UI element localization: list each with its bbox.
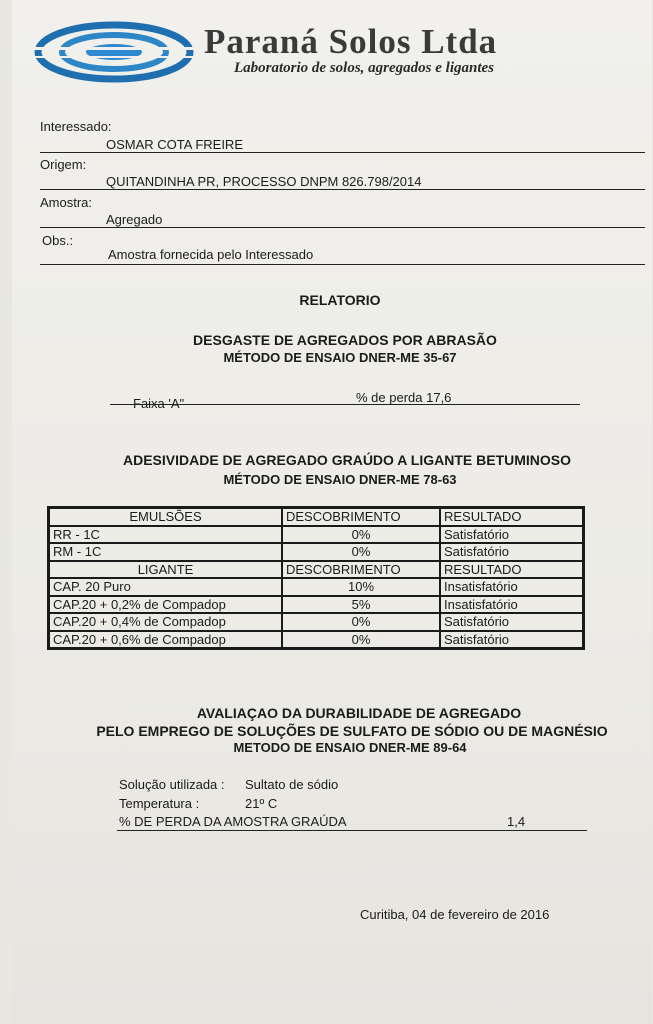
origem-label: Origem: (40, 157, 87, 172)
table-header-cell: DESCOBRIMENTO (282, 508, 440, 526)
solucao-value: Sultato de sódio (245, 777, 339, 792)
table-header-row (49, 561, 584, 579)
adesividade-method: MÉTODO DE ENSAIO DNER-ME 78-63 (223, 472, 457, 487)
abrasao-title: DESGASTE DE AGREGADOS POR ABRASÃO (193, 332, 497, 348)
adesividade-table (47, 506, 585, 650)
origem-rule (40, 189, 645, 190)
durabilidade-title-line2: PELO EMPREGO DE SOLUÇÕES DE SULFATO DE SÓDIO OU DE MAGNÉSIO (96, 723, 608, 739)
abrasao-perda: % de perda 17,6 (356, 390, 452, 405)
table-cell: 0% (282, 543, 440, 561)
solucao-label: Solução utilizada : (119, 777, 225, 792)
abrasao-rule (110, 404, 580, 405)
adesividade-title: ADESIVIDADE DE AGREGADO GRAÚDO A LIGANTE BETUMINOSO (122, 452, 572, 468)
table-cell: 0% (282, 613, 440, 631)
perda-amostra-value: 1,4 (507, 814, 526, 829)
obs-value: Amostra fornecida pelo Interessado (108, 247, 314, 262)
interessado-label: Interessado: (40, 119, 112, 134)
table-row (49, 596, 584, 614)
interessado-value: OSMAR COTA FREIRE (106, 137, 243, 152)
table-row (49, 526, 584, 544)
table-cell: Insatisfatório (440, 596, 584, 614)
temperatura-label: Temperatura : (119, 796, 200, 811)
durabilidade-method: METODO DE ENSAIO DNER-ME 89-64 (233, 740, 467, 755)
table-cell: CAP.20 + 0,2% de Compadop (49, 596, 283, 614)
amostra-rule (40, 227, 645, 228)
durabilidade-title-line1: AVALIAÇAO DA DURABILIDADE DE AGREGADO (196, 705, 522, 721)
table-cell: CAP.20 + 0,6% de Compadop (49, 631, 283, 649)
table-cell: RM - 1C (49, 543, 283, 561)
table-cell: CAP.20 + 0,4% de Compadop (49, 613, 283, 631)
table-header-cell: DESCOBRIMENTO (282, 561, 440, 579)
date-line: Curitiba, 04 de fevereiro de 2016 (360, 907, 550, 922)
table-row (49, 613, 584, 631)
abrasao-faixa: Faixa 'A" (133, 396, 185, 411)
table-row (49, 578, 584, 596)
table-cell: 0% (282, 631, 440, 649)
company-name: Paraná Solos Ltda (204, 22, 498, 61)
company-logo (34, 20, 194, 84)
table-cell: Satisfatório (440, 613, 584, 631)
perda-amostra-label: % DE PERDA DA AMOSTRA GRAÚDA (119, 814, 347, 829)
table-header-cell: RESULTADO (440, 561, 584, 579)
temperatura-value: 21º C (245, 796, 278, 811)
obs-rule (40, 264, 645, 265)
amostra-value: Agregado (106, 212, 163, 227)
table-cell: CAP. 20 Puro (49, 578, 283, 596)
company-tagline: Laboratorio de solos, agregados e ligantes (234, 60, 495, 76)
table-cell: Satisfatório (440, 526, 584, 544)
table-cell: 5% (282, 596, 440, 614)
table-cell: 0% (282, 526, 440, 544)
table-row (49, 631, 584, 649)
table-cell: Satisfatório (440, 543, 584, 561)
table-header-cell: LIGANTE (49, 561, 283, 579)
table-header-cell: RESULTADO (440, 508, 584, 526)
table-cell: Satisfatório (440, 631, 584, 649)
report-title: RELATORIO (299, 292, 381, 308)
origem-value: QUITANDINHA PR, PROCESSO DNPM 826.798/2014 (106, 174, 422, 189)
table-header-cell: EMULSÕES (49, 508, 283, 526)
table-cell: RR - 1C (49, 526, 283, 544)
durabilidade-rule (117, 830, 587, 831)
interessado-rule (40, 152, 645, 153)
table-header-row (49, 508, 584, 526)
abrasao-method: MÉTODO DE ENSAIO DNER-ME 35-67 (223, 350, 457, 365)
table-cell: Insatisfatório (440, 578, 584, 596)
table-cell: 10% (282, 578, 440, 596)
amostra-label: Amostra: (40, 195, 93, 210)
table-row (49, 543, 584, 561)
obs-label: Obs.: (42, 233, 74, 248)
